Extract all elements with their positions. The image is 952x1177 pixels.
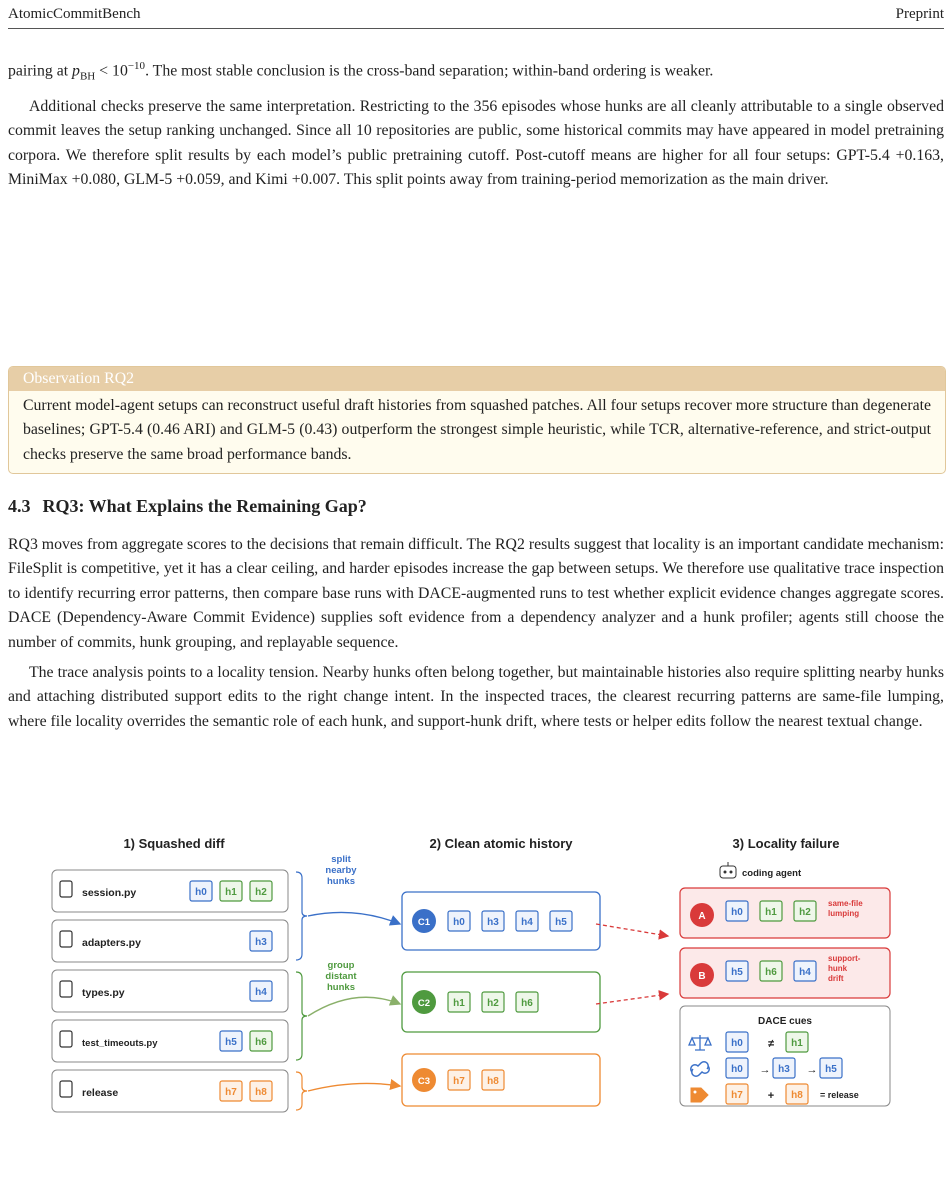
commit-id: C2 bbox=[417, 998, 431, 1009]
op-not-equal: ≠ bbox=[767, 1038, 775, 1050]
p-symbol: p bbox=[72, 62, 80, 80]
tag-icon-hole bbox=[694, 1091, 697, 1094]
brace bbox=[296, 972, 307, 1060]
hunk-label-h6: h6 bbox=[255, 1037, 267, 1048]
hunk-label-h7: h7 bbox=[731, 1090, 743, 1101]
failure-id: A bbox=[698, 911, 706, 922]
agent-eye-left bbox=[724, 871, 727, 874]
rq3-paragraph-2: The trace analysis points to a locality tension. Nearby hunks often belong together, but maintainable histories also require splitting nearby hunks and attaching distributed support edits to the right change intent. In the inspected traces, the clearest recurring patterns are same-file lumping, where file locality overrides the semantic role of each hunk, and support-hunk drift, where tests or helper edits follow the nearest textual change. bbox=[8, 664, 944, 730]
hunk-label-h6: h6 bbox=[521, 998, 533, 1009]
running-header bbox=[8, 6, 944, 29]
failure-label-line: hunk bbox=[828, 964, 848, 973]
brace bbox=[296, 872, 307, 960]
op-arrow-2: → bbox=[806, 1064, 818, 1076]
rq3-paragraph-1: RQ3 moves from aggregate scores to the decisions that remain difficult. The RQ2 results suggest that locality is an important candidate mechanism: FileSplit is competitive, yet it has a clear ceiling, and harder episodes increase the gap between setups. We therefore use qualitative trace inspection to identify recurring error patterns, then compare base runs with DACE-augmented runs to test whether explicit evidence changes aggregate scores. DACE (Dependency-Aware Commit Evidence) supplies soft evidence from a dependency analyzer and a hunk profiler; agents still choose the number of commits, hunk grouping, and replayable sequence. bbox=[8, 536, 944, 651]
hunk-label-h0: h0 bbox=[731, 1038, 743, 1049]
hunk-label-h1: h1 bbox=[225, 887, 237, 898]
body-text-rq3 bbox=[8, 533, 944, 734]
agent-icon bbox=[720, 866, 736, 878]
hunk-label-h7: h7 bbox=[225, 1087, 237, 1098]
op-arrow-1: → bbox=[759, 1064, 771, 1076]
observation-box bbox=[8, 366, 946, 474]
hunk-label-h2: h2 bbox=[255, 887, 267, 898]
brace bbox=[296, 1072, 307, 1110]
hunk-label-h4: h4 bbox=[255, 987, 267, 998]
intro-text-after: . The most stable conclusion is the cross-band separation; within-band ordering is weaker. bbox=[145, 62, 714, 80]
hunk-label-h3: h3 bbox=[255, 937, 267, 948]
body-text-top bbox=[8, 54, 944, 192]
intro-paragraph bbox=[8, 54, 944, 89]
file-name: types.py bbox=[82, 987, 125, 999]
hunk-label-h8: h8 bbox=[255, 1087, 267, 1098]
locality-figure bbox=[40, 832, 920, 1172]
figure-canvas bbox=[40, 832, 920, 1172]
file-icon bbox=[60, 1081, 72, 1097]
hunk-label-h5: h5 bbox=[225, 1037, 237, 1048]
hunk-label-h6: h6 bbox=[765, 967, 777, 978]
hunk-label-h0: h0 bbox=[453, 917, 465, 928]
commit-id: C3 bbox=[417, 1076, 431, 1087]
col1-title: 1) Squashed diff bbox=[123, 836, 225, 851]
hunk-label-h2: h2 bbox=[487, 998, 499, 1009]
intro-text-before: pairing at bbox=[8, 62, 73, 80]
arrow-failure-a bbox=[596, 924, 668, 936]
col3-title: 3) Locality failure bbox=[732, 836, 840, 851]
hunk-label-h2: h2 bbox=[799, 907, 811, 918]
arrow-failure-b bbox=[596, 994, 668, 1004]
group-label-line: group bbox=[327, 960, 355, 971]
hunk-label-h0: h0 bbox=[731, 1064, 743, 1075]
section-heading bbox=[8, 496, 367, 517]
file-icon bbox=[60, 931, 72, 947]
failure-id: B bbox=[698, 971, 706, 982]
intro-exponent: −10 bbox=[127, 60, 146, 72]
hunk-label-h1: h1 bbox=[791, 1038, 803, 1049]
file-name: adapters.py bbox=[82, 937, 141, 949]
file-name: release bbox=[82, 1087, 119, 1099]
split-label-line: nearby bbox=[325, 865, 357, 876]
op-result: = release bbox=[820, 1090, 859, 1100]
hunk-label-h5: h5 bbox=[825, 1064, 837, 1075]
dace-cues-title: DACE cues bbox=[758, 1016, 812, 1027]
intro-inequality: < 10 bbox=[95, 62, 128, 80]
col2-title: 2) Clean atomic history bbox=[429, 836, 573, 851]
p-subscript: BH bbox=[79, 70, 96, 83]
file-name: session.py bbox=[82, 887, 137, 899]
hunk-label-h3: h3 bbox=[487, 917, 499, 928]
hunk-label-h0: h0 bbox=[731, 907, 743, 918]
header-preprint: Preprint bbox=[895, 6, 944, 22]
group-label-line: hunks bbox=[327, 982, 355, 993]
failure-label-line: same-file bbox=[828, 899, 863, 908]
commit-id: C1 bbox=[417, 917, 431, 928]
hunk-label-h4: h4 bbox=[799, 967, 811, 978]
failure-label-line: lumping bbox=[828, 909, 860, 918]
file-icon bbox=[60, 981, 72, 997]
hunk-label-h0: h0 bbox=[195, 887, 207, 898]
file-icon bbox=[60, 1031, 72, 1047]
failure-label-line: support- bbox=[828, 954, 861, 963]
observation-body: Current model-agent setups can reconstruct useful draft histories from squashed patches. All four setups recover more structure than degenerate baselines; GPT-5.4 (0.46 ARI) and GLM-5 (0.43) outperform the strongest simple heuristic, while TCR, alternative-reference, and strict-output checks preserve the same broad performance bands. bbox=[23, 397, 931, 463]
arrow-split bbox=[308, 912, 400, 924]
hunk-label-h1: h1 bbox=[765, 907, 777, 918]
hunk-label-h8: h8 bbox=[791, 1090, 803, 1101]
failure-label-line: drift bbox=[828, 974, 844, 983]
section-number: 4.3 bbox=[8, 496, 31, 516]
hunk-label-h7: h7 bbox=[453, 1076, 465, 1087]
hunk-label-h4: h4 bbox=[521, 917, 533, 928]
file-icon bbox=[60, 881, 72, 897]
group-label-line: distant bbox=[325, 971, 357, 982]
hunk-label-h8: h8 bbox=[487, 1076, 499, 1087]
hunk-label-h5: h5 bbox=[731, 967, 743, 978]
section-title: RQ3: What Explains the Remaining Gap? bbox=[42, 496, 367, 516]
split-label-line: hunks bbox=[327, 876, 355, 887]
hunk-label-h5: h5 bbox=[555, 917, 567, 928]
agent-label: coding agent bbox=[742, 868, 802, 879]
header-title: AtomicCommitBench bbox=[8, 6, 141, 22]
file-name: test_timeouts.py bbox=[82, 1038, 158, 1049]
op-plus: + bbox=[767, 1090, 775, 1102]
hunk-label-h3: h3 bbox=[778, 1064, 790, 1075]
hunk-label-h1: h1 bbox=[453, 998, 465, 1009]
observation-title: Observation RQ2 bbox=[9, 367, 945, 391]
split-label-line: split bbox=[331, 854, 351, 865]
arrow-group bbox=[308, 997, 400, 1016]
agent-eye-right bbox=[730, 871, 733, 874]
arrow-release bbox=[308, 1083, 400, 1091]
checks-paragraph: Additional checks preserve the same interpretation. Restricting to the 356 episodes whose hunks are all cleanly attributable to a single observed commit leaves the setup ranking unchanged. Since all 10 repositories are public, some historical commits may have appeared in model pretraining corpora. We therefore split results by each model’s public pretraining cutoff. Post-cutoff means are higher for all four setups: GPT-5.4 +0.163, MiniMax +0.080, GLM-5 +0.059, and Kimi +0.007. This split points away from training-period memorization as the main driver. bbox=[8, 97, 944, 189]
